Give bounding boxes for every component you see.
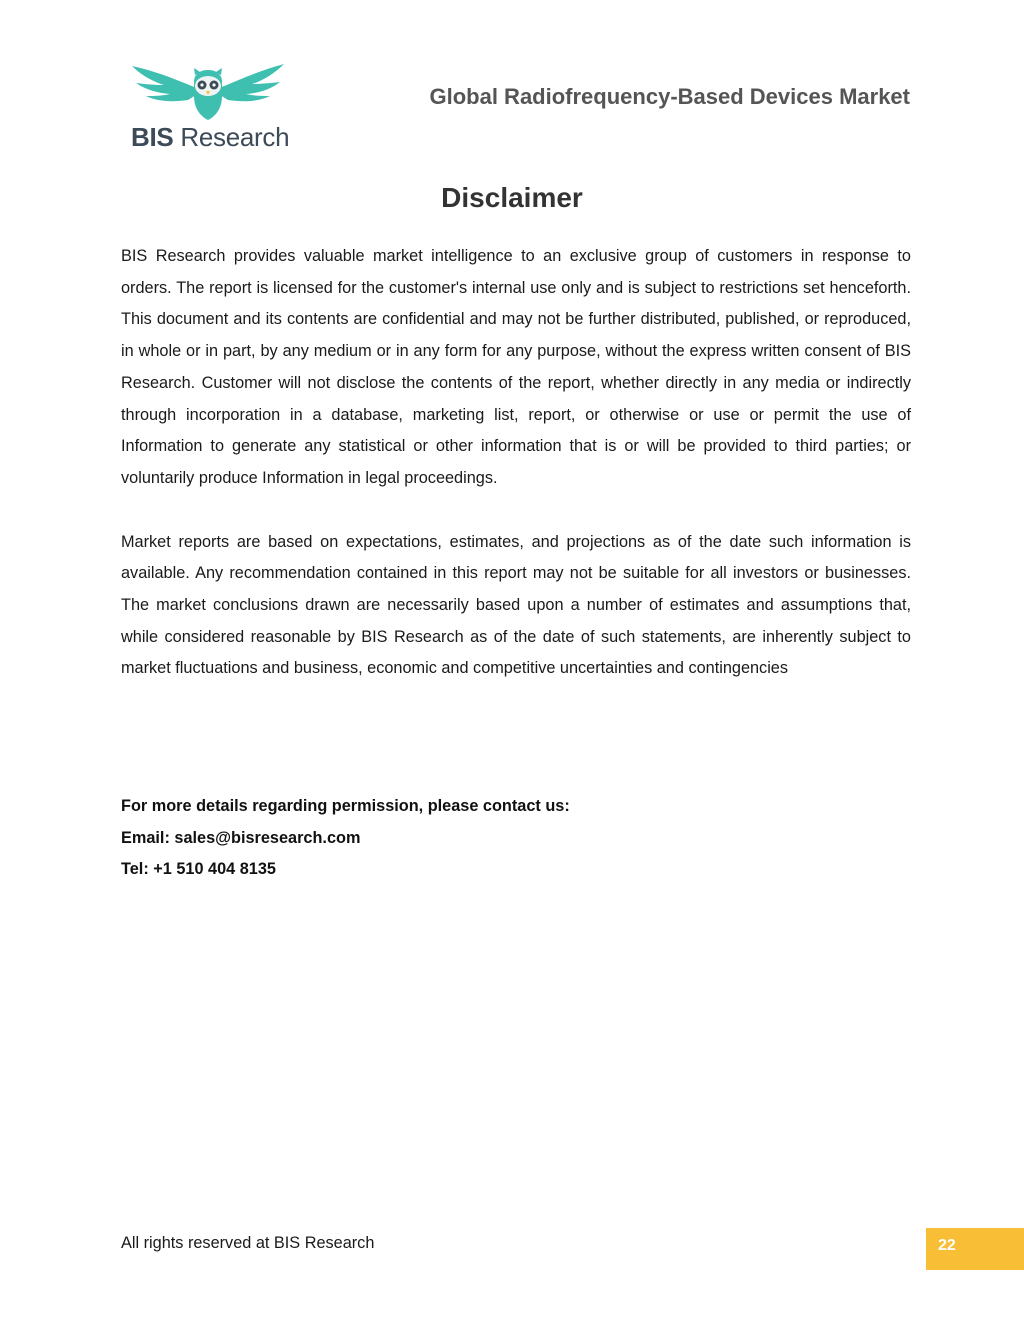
report-title: Global Radiofrequency-Based Devices Market: [429, 84, 910, 109]
disclaimer-paragraph-1: BIS Research provides valuable market intelligence to an exclusive group of customers in response to orders. The report is licensed for the customer's internal use only and is subject to restrictions set henceforth. This document and its contents are confidential and may not be further distributed, published, or reproduced, in whole or in part, by any medium or in any form for any purpose, without the express written consent of BIS Research. Customer will not disclose the contents of the report, whether directly in any media or indirectly through incorporation in a database, marketing list, report, or otherwise or use or permit the use of Information to generate any statistical or other information that is or will be provided to third parties; or voluntarily produce Information in legal proceedings.: [121, 247, 911, 487]
contact-block: [121, 791, 570, 886]
bis-research-logo: [128, 60, 288, 155]
contact-email: Email: sales@bisresearch.com: [121, 828, 361, 847]
contact-intro: For more details regarding permission, please contact us:: [121, 797, 570, 815]
logo-wordmark: [131, 122, 289, 152]
page-heading: Disclaimer: [441, 182, 583, 213]
page-number-badge: 22: [926, 1228, 1024, 1270]
contact-tel: Tel: +1 510 404 8135: [121, 860, 276, 878]
disclaimer-body: [121, 241, 911, 685]
logo-text-bold: BIS: [131, 122, 174, 152]
logo-text-regular: Research: [173, 122, 290, 152]
footer-rights: All rights reserved at BIS Research: [121, 1234, 375, 1252]
disclaimer-paragraph-2: Market reports are based on expectations, estimates, and projections as of the date such information is available. Any recommendation contained in this report may not be suitable for all investors or businesses. The market conclusions drawn are necessarily based upon a number of estimates and assumptions that, while considered reasonable by BIS Research as of the date of such statements, are inherently subject to market fluctuations and business, economic and competitive uncertainties and contingencies: [121, 532, 911, 678]
owl-logo-icon: [128, 60, 288, 122]
